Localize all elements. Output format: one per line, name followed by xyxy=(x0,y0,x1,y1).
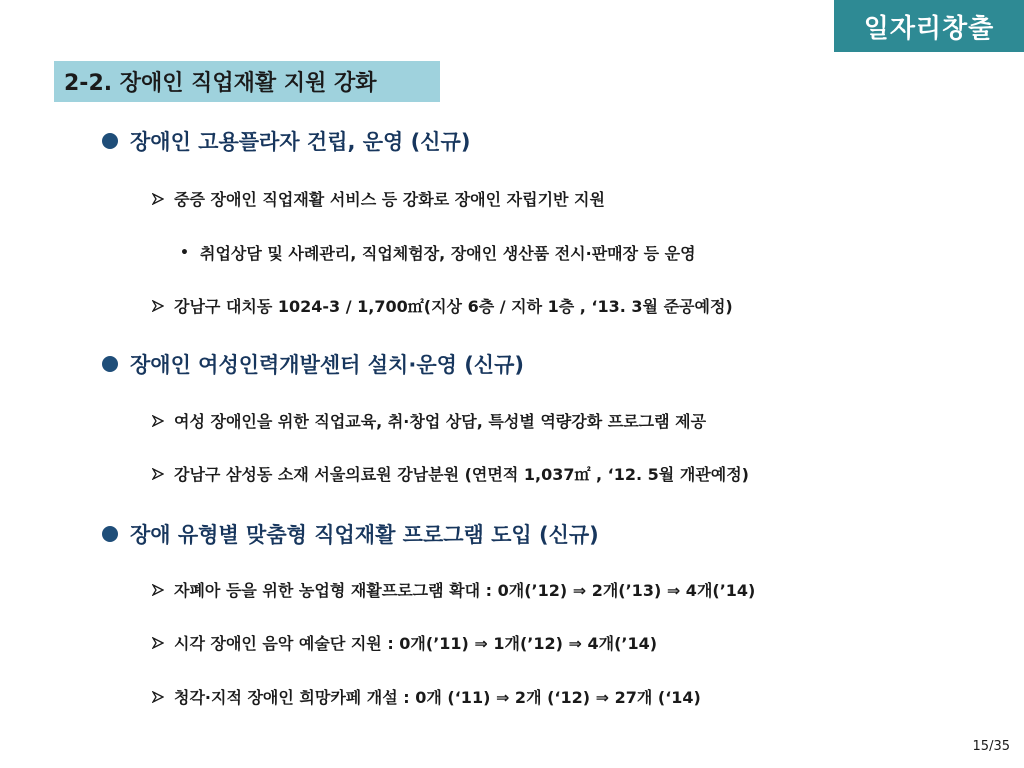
subitem-women-training xyxy=(152,409,706,432)
arrow-bullet-icon xyxy=(152,468,174,480)
subitem-text: 중증 장애인 직업재활 서비스 등 강화로 장애인 자립기반 지원 xyxy=(174,190,605,209)
arrow-bullet-icon xyxy=(152,584,174,596)
bullet-circle-icon xyxy=(102,356,118,372)
page-number: 15/35 xyxy=(972,739,1010,754)
subitem-service-support xyxy=(152,187,605,210)
heading-text: 장애인 여성인력개발센터 설치·운영 (신규) xyxy=(130,353,524,377)
section-title: 2-2. 장애인 직업재활 지원 강화 xyxy=(54,61,440,102)
heading-employment-plaza xyxy=(102,126,470,156)
subitem-text: 여성 장애인을 위한 직업교육, 취·창업 상담, 특성별 역량강화 프로그램 제공 xyxy=(174,412,707,431)
detail-consulting-operations xyxy=(180,241,696,264)
subitem-hope-cafe xyxy=(152,685,701,708)
detail-text: 취업상담 및 사례관리, 직업체험장, 장애인 생산품 전시·판매장 등 운영 xyxy=(200,244,696,263)
arrow-bullet-icon xyxy=(152,691,174,703)
arrow-bullet-icon xyxy=(152,415,174,427)
heading-text: 장애인 고용플라자 건립, 운영 (신규) xyxy=(130,130,471,154)
subitem-location-samseong xyxy=(152,462,749,485)
subitem-farm-program xyxy=(152,578,755,601)
subitem-text: 청각·지적 장애인 희망카페 개설 : 0개 (‘11) ⇒ 2개 (‘12) ⇒ 27개 (‘14) xyxy=(174,688,701,707)
subitem-text: 시각 장애인 음악 예술단 지원 : 0개(’11) ⇒ 1개(’12) ⇒ 4개(’14) xyxy=(174,634,658,653)
subitem-text: 강남구 삼성동 소재 서울의료원 강남분원 (연면적 1,037㎡ , ‘12. 5월 개관예정) xyxy=(174,465,749,484)
heading-custom-program xyxy=(102,519,599,549)
subitem-text: 자폐아 등을 위한 농업형 재활프로그램 확대 : 0개(’12) ⇒ 2개(’13) ⇒ 4개(’14) xyxy=(174,581,756,600)
arrow-bullet-icon xyxy=(152,193,174,205)
corner-category-tag: 일자리창출 xyxy=(834,0,1024,52)
heading-text: 장애 유형별 맞춤형 직업재활 프로그램 도입 (신규) xyxy=(130,523,599,547)
subitem-music-troupe xyxy=(152,631,657,654)
bullet-circle-icon xyxy=(102,133,118,149)
subitem-location-daechi xyxy=(152,294,733,317)
subitem-text: 강남구 대치동 1024-3 / 1,700㎡(지상 6층 / 지하 1층 , ‘13. 3월 준공예정) xyxy=(174,297,733,316)
arrow-bullet-icon xyxy=(152,300,174,312)
heading-women-center xyxy=(102,349,524,379)
dot-bullet-icon: • xyxy=(180,244,189,261)
bullet-circle-icon xyxy=(102,526,118,542)
arrow-bullet-icon xyxy=(152,637,174,649)
